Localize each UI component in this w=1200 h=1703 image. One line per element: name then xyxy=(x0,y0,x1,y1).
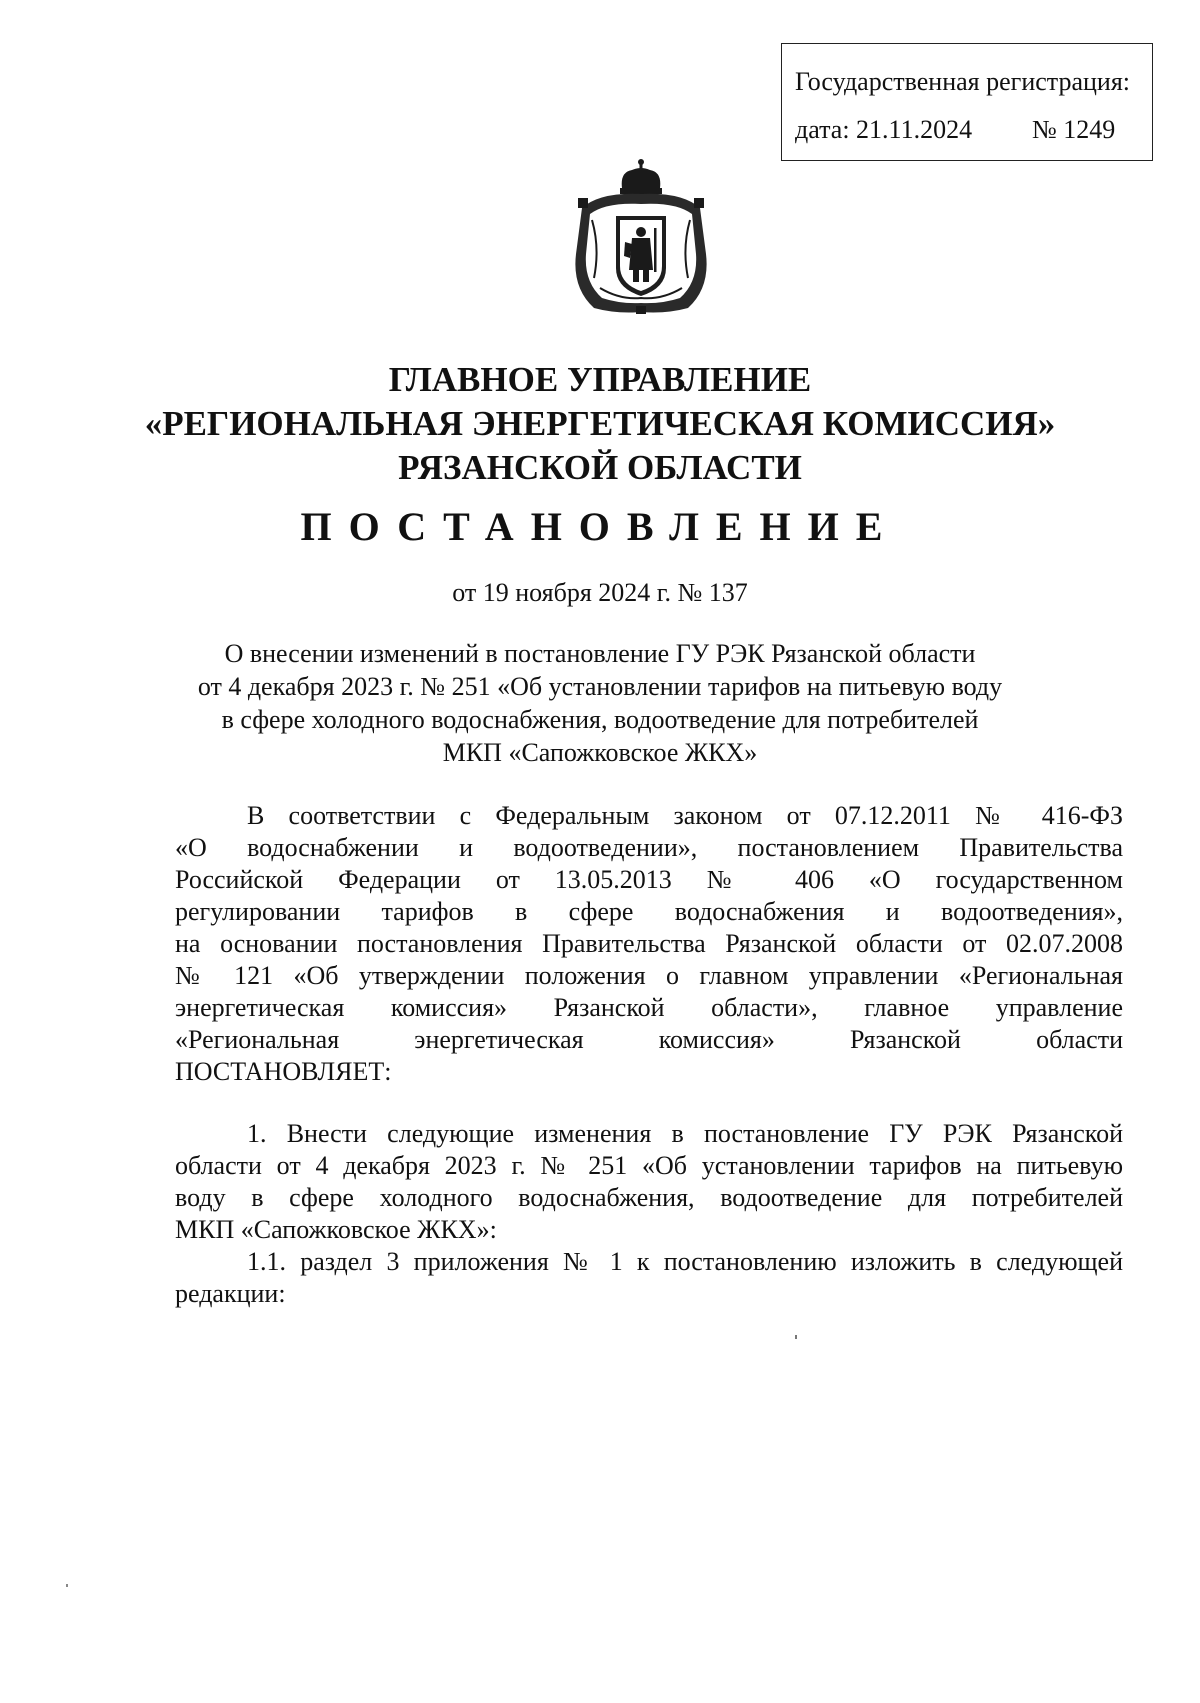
subject-line: от 4 декабря 2023 г. № 251 «Об установлении тарифов на питьевую воду xyxy=(197,672,1003,701)
subject-line: О внесении изменений в постановление ГУ РЭК Рязанской области xyxy=(224,639,976,668)
paragraph-line: Российской Федерации от 13.05.2013 № 406 «О государственном xyxy=(175,865,1123,894)
paragraph-line: на основании постановления Правительства Рязанской области от 02.07.2008 xyxy=(175,929,1123,958)
scan-speck xyxy=(66,1584,68,1587)
organization-line-2: «РЕГИОНАЛЬНАЯ ЭНЕРГЕТИЧЕСКАЯ КОМИССИЯ» xyxy=(144,404,1056,443)
ryazan-coat-of-arms-icon xyxy=(570,158,712,316)
paragraph-line: 1. Внести следующие изменения в постановление ГУ РЭК Рязанской xyxy=(247,1119,1123,1148)
registration-title: Государственная регистрация: xyxy=(795,67,1131,96)
document-date-number: от 19 ноября 2024 г. № 137 xyxy=(452,578,748,607)
paragraph-line: ПОСТАНОВЛЯЕТ: xyxy=(175,1057,392,1086)
scan-speck xyxy=(795,1335,797,1339)
item-1-paragraph xyxy=(175,1118,1123,1310)
paragraph-line: «О водоснабжении и водоотведении», постановлением Правительства xyxy=(175,833,1123,862)
organization-name xyxy=(0,358,1200,490)
item-1-1-line: редакции: xyxy=(175,1279,286,1308)
subject-line: в сфере холодного водоснабжения, водоотведение для потребителей xyxy=(221,705,979,734)
document-subject xyxy=(0,637,1200,769)
paragraph-line: воду в сфере холодного водоснабжения, водоотведение для потребителей xyxy=(175,1183,1123,1212)
subject-line: МКП «Сапожковское ЖКХ» xyxy=(442,738,758,767)
registration-number: № 1249 xyxy=(1032,115,1116,144)
preamble-paragraph xyxy=(175,800,1123,1088)
paragraph-line: области от 4 декабря 2023 г. № 251 «Об установлении тарифов на питьевую xyxy=(175,1151,1123,1180)
document-type-heading: ПОСТАНОВЛЕНИЕ xyxy=(300,504,900,549)
registration-date: дата: 21.11.2024 xyxy=(795,115,973,144)
paragraph-line: регулировании тарифов в сфере водоснабжения и водоотведения», xyxy=(175,897,1123,926)
paragraph-line: «Региональная энергетическая комиссия» Рязанской области xyxy=(175,1025,1123,1054)
paragraph-line: энергетическая комиссия» Рязанской области», главное управление xyxy=(175,993,1123,1022)
organization-line-1: ГЛАВНОЕ УПРАВЛЕНИЕ xyxy=(388,360,812,399)
paragraph-line: № 121 «Об утверждении положения о главном управлении «Региональная xyxy=(175,961,1123,990)
registration-stamp xyxy=(781,43,1153,161)
organization-line-3: РЯЗАНСКОЙ ОБЛАСТИ xyxy=(398,448,802,487)
paragraph-line: В соответствии с Федеральным законом от 07.12.2011 № 416-ФЗ xyxy=(247,801,1123,830)
paragraph-line: МКП «Сапожковское ЖКХ»: xyxy=(175,1215,497,1244)
item-1-1-line: 1.1. раздел 3 приложения № 1 к постановлению изложить в следующей xyxy=(247,1247,1123,1276)
